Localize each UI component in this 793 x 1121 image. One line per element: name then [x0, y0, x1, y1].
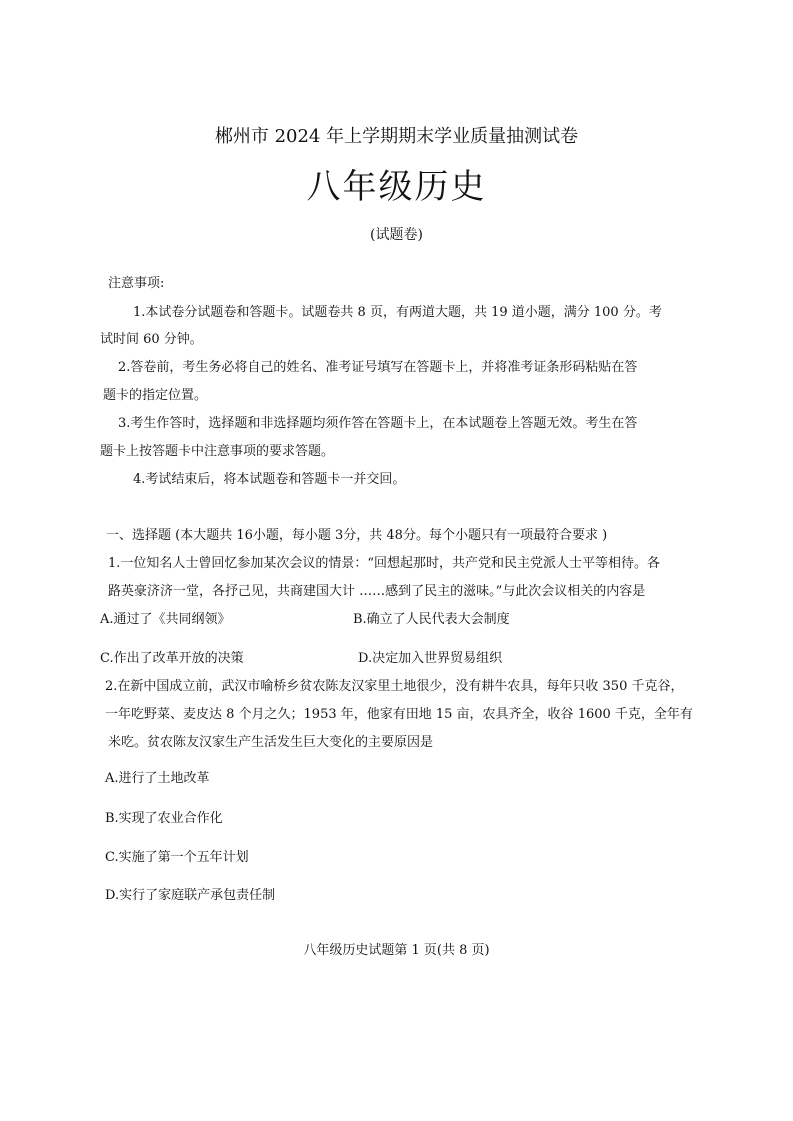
q2-stem-line1: 2.在新中国成立前，武汉市喻桥乡贫农陈友汉家里土地很少，没有耕牛农具，每年只收 350 千克谷， [105, 679, 684, 694]
page-footer: 八年级历史试题第 1 页(共 8 页) [303, 943, 490, 958]
subject-title: 八年级历史 [306, 167, 487, 207]
notice-item-2-line1: 2.答卷前，考生务必将自己的姓名、准考证号填写在答题卡上，并将准考证条形码粘贴在答 [118, 360, 638, 375]
q2-option-b: B.实现了农业合作化 [105, 811, 223, 826]
q1-option-b: B.确立了人民代表大会制度 [353, 612, 510, 627]
notice-item-4-line1: 4.考试结束后，将本试题卷和答题卡一并交回。 [133, 472, 406, 487]
notice-item-1-line1: 1.本试卷分试题卷和答题卡。试题卷共 8 页，有两道大题，共 19 道小题，满分 100 分。考 [133, 305, 662, 320]
q1-option-a: A.通过了《共同纲领》 [100, 612, 231, 627]
notice-heading: 注意事项: [108, 276, 165, 291]
q1-option-c: C.作出了改革开放的决策 [100, 651, 244, 666]
notice-item-1-line2: 试时间 60 分钟。 [100, 332, 203, 347]
paper-type: (试题卷) [370, 227, 423, 243]
notice-item-3-line2: 题卡上按答题卡中注意事项的要求答题。 [100, 444, 335, 459]
q1-stem-line2: 路英豪济济一堂，各抒己见，共商建国大计 ……感到了民主的滋味。”与此次会议相关的内容是 [108, 584, 646, 599]
q2-option-c: C.实施了第一个五年计划 [105, 850, 249, 865]
notice-item-2-line2: 题卡的指定位置。 [103, 388, 208, 403]
q2-stem-line3: 米吃。贫农陈友汉家生产生活发生巨大变化的主要原因是 [108, 735, 434, 750]
q2-option-d: D.实行了家庭联产承包责任制 [105, 888, 276, 903]
notice-item-3-line1: 3.考生作答时，选择题和非选择题均须作答在答题卡上，在本试题卷上答题无效。考生在答 [118, 416, 638, 431]
exam-title: 郴州市 2024 年上学期期末学业质量抽测试卷 [214, 126, 579, 147]
q2-stem-line2: 一年吃野菜、麦皮达 8 个月之久；1953 年，他家有田地 15 亩，农具齐全，收谷 1600 千克，全年有 [105, 707, 693, 722]
q2-option-a: A.进行了土地改革 [105, 771, 210, 786]
section-heading: 一、选择题 (本大题共 16小题，每小题 3分，共 48分。每个小题只有一项最符合要求 ) [106, 528, 608, 543]
q1-option-d: D.决定加入世界贸易组织 [358, 651, 503, 666]
q1-stem-line1: 1.一位知名人士曾回忆参加某次会议的情景：“回想起那时，共产党和民主党派人士平等相待。各 [108, 556, 661, 571]
